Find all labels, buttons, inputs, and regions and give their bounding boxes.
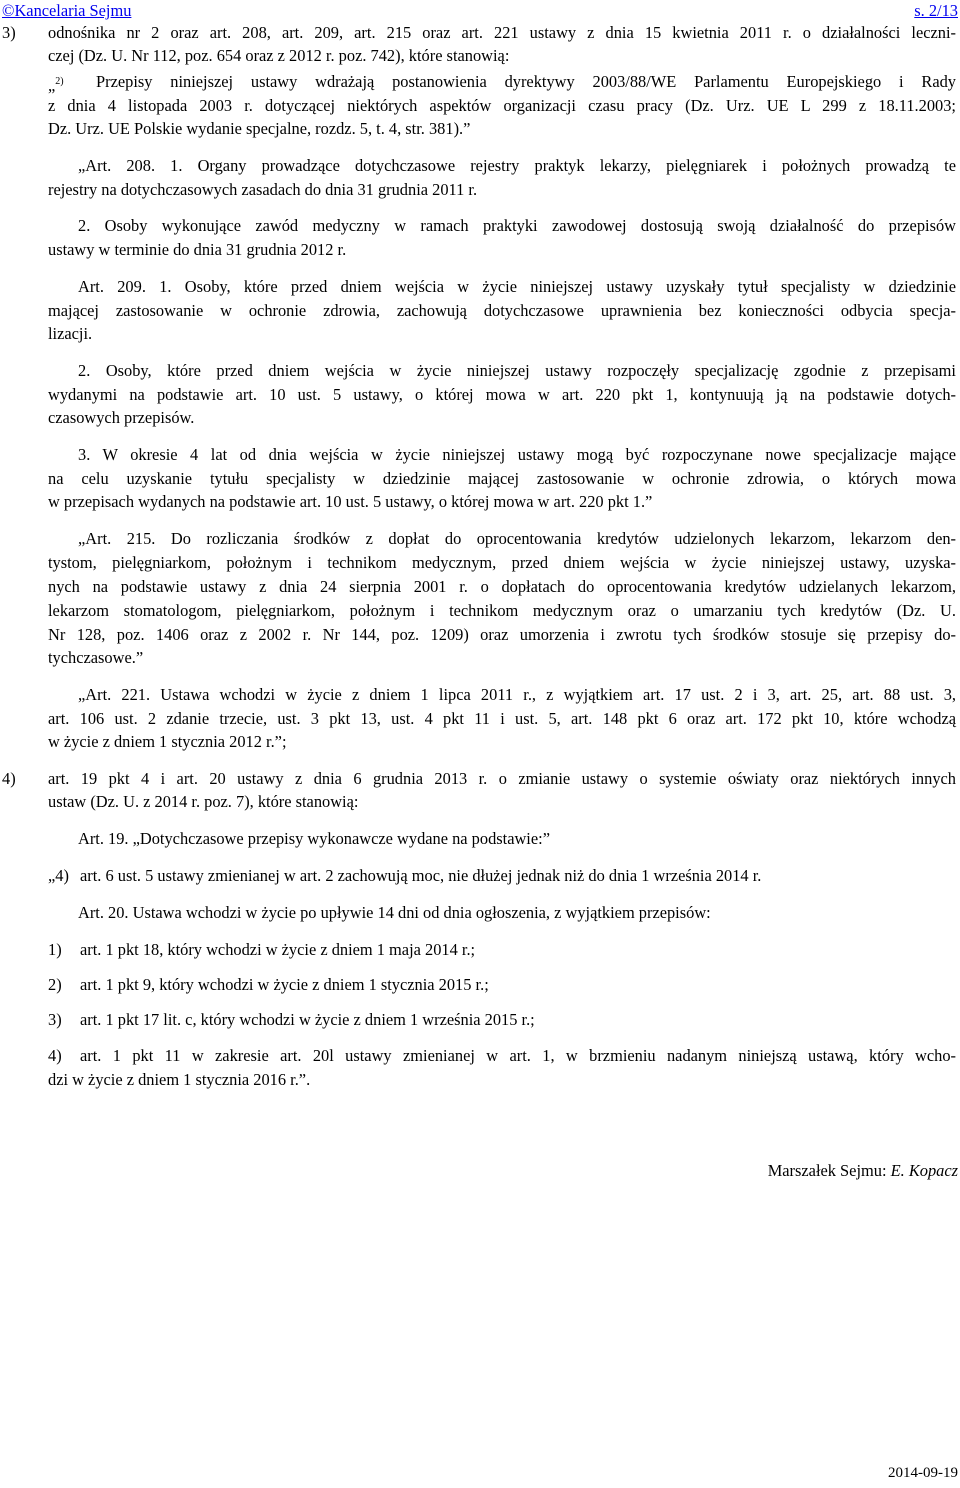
text-line: nych na podstawie ustawy z dnia 24 sierpnia 2001 r. o dopłatach do oprocentowania kredytów udzielanych lekarzom,	[48, 577, 956, 596]
text-line: rejestry na dotychczasowych zasadach do dnia 31 grudnia 2011 r.	[48, 180, 478, 199]
text-line: w życie z dniem 1 stycznia 2012 r.”;	[48, 732, 287, 751]
list-marker: 2)	[48, 975, 62, 994]
item-number: 3)	[2, 23, 16, 42]
text-line: ustaw (Dz. U. z 2014 r. poz. 7), które stanowią:	[48, 792, 359, 811]
text-line: Dz. Urz. UE Polskie wydanie specjalne, rozdz. 5, t. 4, str. 381).”	[48, 119, 471, 138]
signature	[768, 1161, 958, 1181]
document-date: 2014-09-19	[888, 1465, 958, 1481]
text-line: art. 19 pkt 4 i art. 20 ustawy z dnia 6 grudnia 2013 r. o zmianie ustawy o systemie oświaty oraz niektórych innych	[48, 769, 956, 788]
text-line: czasowych przepisów.	[48, 408, 195, 427]
page-number[interactable]: s. 2/13	[914, 1, 958, 20]
text-line: art. 6 ust. 5 ustawy zmienianej w art. 2 zachowują moc, nie dłużej jednak niż do dnia 1 września 2014 r.	[80, 866, 762, 885]
text-line: odnośnika nr 2 oraz art. 208, art. 209, art. 215 oraz art. 221 ustawy z dnia 15 kwietnia 2011 r. o działalności leczni-	[48, 23, 956, 42]
footnote-marker: „$^{2)}$	[48, 76, 64, 95]
text-line: „Art. 221. Ustawa wchodzi w życie z dniem 1 lipca 2011 r., z wyjątkiem art. 17 ust. 2 i 3, art. 25, art. 88 ust. 3,	[78, 685, 956, 704]
text-line: z dnia 4 listopada 2003 r. dotyczącej niektórych aspektów organizacji czasu pracy (Dz. Urz. UE L 299 z 18.11.2003;	[48, 96, 956, 115]
list-marker: „4)	[48, 866, 69, 885]
text-line: czej (Dz. U. Nr 112, poz. 654 oraz z 2012 r. poz. 742), które stanowią:	[48, 46, 510, 65]
text-line: „Art. 208. 1. Organy prowadzące dotychczasowe rejestry praktyk lekarzy, pielęgniarek i położnych prowadzą te	[78, 156, 956, 175]
text-line: mającej zastosowanie w ochronie zdrowia, zachowują dotychczasowe uprawnienia bez konieczności odbycia specja-	[48, 301, 956, 320]
text-line: tychczasowe.”	[48, 648, 144, 667]
item-number: 4)	[2, 769, 16, 788]
list-marker: 1)	[48, 940, 62, 959]
text-line: dzi w życie z dniem 1 stycznia 2016 r.”.	[48, 1070, 311, 1089]
list-marker: 3)	[48, 1010, 62, 1029]
text-line: wydanymi na podstawie art. 10 ust. 5 ustawy, o której mowa w art. 220 pkt 1, kontynuują ją na podstawie dotych-	[48, 385, 956, 404]
text-line: art. 1 pkt 11 w zakresie art. 20l ustawy zmienianej w art. 1, w brzmieniu nadanym niniejszą ustawą, który wcho-	[80, 1046, 956, 1065]
list-marker: 4)	[48, 1046, 62, 1065]
text-line: lekarzom stomatologom, pielęgniarkom, położnym i technikom medycznym oraz o umarzaniu tych kredytów (Dz. U.	[48, 601, 956, 620]
text-line: Art. 19. „Dotychczasowe przepisy wykonawcze wydane na podstawie:”	[78, 829, 550, 848]
text-line: 2. Osoby, które przed dniem wejścia w życie niniejszej ustawy rozpoczęły specjalizację zgodnie z przepisami	[78, 361, 956, 380]
text-line: art. 1 pkt 17 lit. c, który wchodzi w życie z dniem 1 września 2015 r.;	[80, 1010, 535, 1029]
text-line: art. 106 ust. 2 zdanie trzecie, ust. 3 pkt 13, ust. 4 pkt 11 i ust. 5, art. 148 pkt 6 oraz art. 172 pkt 10, które wchodzą	[48, 709, 956, 728]
text-line: Art. 209. 1. Osoby, które przed dniem wejścia w życie niniejszej ustawy uzyskały tytuł specjalisty w dziedzinie	[78, 277, 956, 296]
text-line: Art. 20. Ustawa wchodzi w życie po upływie 14 dni od dnia ogłoszenia, z wyjątkiem przepisów:	[78, 903, 711, 922]
text-line: Nr 128, poz. 1406 oraz z 2002 r. Nr 144, poz. 1209) oraz umorzenia i zwrotu tych środków stosuje się przepisy do-	[48, 625, 956, 644]
text-line: art. 1 pkt 18, który wchodzi w życie z dniem 1 maja 2014 r.;	[80, 940, 476, 959]
text-line: 3. W okresie 4 lat od dnia wejścia w życie niniejszej ustawy mogą być rozpoczynane nowe specjalizacje mające	[78, 445, 956, 464]
text-line: na celu uzyskanie tytułu specjalisty w dziedzinie mającej zastosowanie w ochronie zdrowia, o których mowa	[48, 469, 956, 488]
text-line: Przepisy niniejszej ustawy wdrażają postanowienia dyrektywy 2003/88/WE Parlamentu Europejskiego i Rady	[96, 72, 956, 91]
text-line: art. 1 pkt 9, który wchodzi w życie z dniem 1 stycznia 2015 r.;	[80, 975, 489, 994]
signature-name: E. Kopacz	[890, 1161, 958, 1180]
kancelaria-link[interactable]: ©Kancelaria Sejmu	[2, 1, 132, 20]
header-source	[2, 1, 131, 21]
page-header	[0, 0, 960, 22]
text-line: tystom, pielęgniarkom, położnym i technikom medycznym, przed dniem wejścia w życie niniejszej ustawy, uzyska-	[48, 553, 956, 572]
text-line: ustawy w terminie do dnia 31 grudnia 2012 r.	[48, 240, 347, 259]
text-line: 2. Osoby wykonujące zawód medyczny w ramach praktyki zawodowej dostosują swoją działalność do przepisów	[78, 216, 956, 235]
text-line: „Art. 215. Do rozliczania środków z dopłat do oprocentowania kredytów udzielonych lekarzom, lekarzom den-	[78, 529, 956, 548]
signature-label: Marszałek Sejmu:	[767, 1161, 891, 1180]
text-line: lizacji.	[48, 324, 93, 343]
text-line: w przepisach wydanych na podstawie art. 10 ust. 5 ustawy, o której mowa w art. 220 pkt 1.”	[48, 492, 653, 511]
